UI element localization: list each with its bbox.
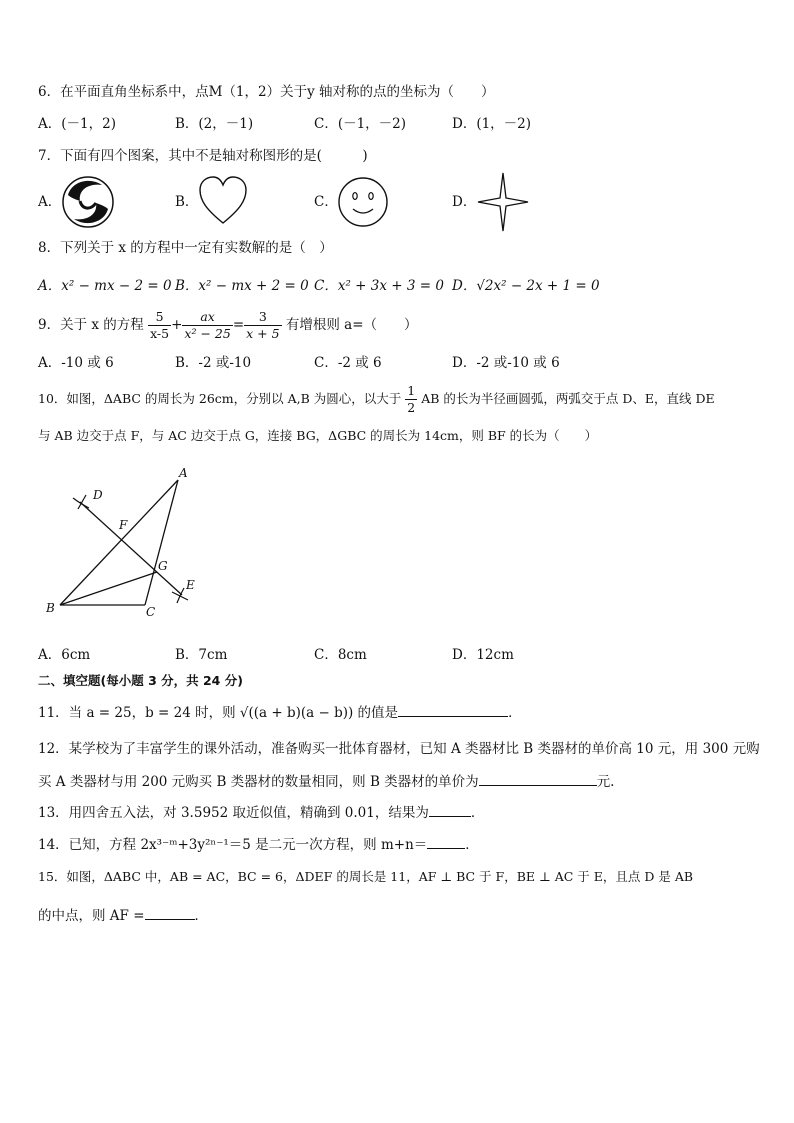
question-8-option-c: C．x² + 3x + 3 = 0 — [314, 278, 444, 294]
question-11-text: 11．当 a = 25，b = 24 时，则 √((a + b)(a − b)) 的值是 — [38, 705, 399, 721]
question-6-option-a: A．(－1，2) — [38, 116, 116, 132]
figure-label-f: F — [119, 518, 128, 532]
question-7-label-c: C． — [314, 194, 338, 210]
fraction-1-denominator: x-5 — [150, 326, 170, 341]
question-11-end: ． — [508, 705, 522, 721]
question-7-label-b: B． — [175, 194, 199, 210]
question-8-option-a: A．x² − mx − 2 = 0 — [38, 278, 172, 294]
question-15-line-2 — [38, 905, 208, 925]
half-numerator: 1 — [407, 383, 416, 398]
fraction-2-numerator: ax — [182, 309, 232, 326]
question-11-answer-blank — [398, 702, 508, 717]
fraction-3-numerator: 3 — [244, 309, 281, 326]
question-9-prefix: 9．关于 x 的方程 — [38, 317, 144, 333]
equals-sign: = — [232, 317, 245, 333]
question-10-option-c: C．8cm — [314, 647, 367, 663]
question-15-end: ． — [194, 908, 209, 924]
figure-label-c: C — [146, 605, 156, 619]
question-9-suffix: 有增根则 a=（ ） — [285, 317, 418, 333]
question-8-stem: 8．下列关于 x 的方程中一定有实数解的是（ ） — [38, 240, 333, 256]
question-14-end: ． — [465, 837, 479, 853]
figure-label-a: A — [179, 466, 188, 480]
question-15-line-1: 15．如图，ΔABC 中，AB = AC，BC = 6，ΔDEF 的周长是 11，AF ⊥ BC 于 F，BE ⊥ AC 于 E，且点 D 是 AB — [38, 869, 694, 884]
question-6-stem: 6．在平面直角坐标系中，点M（1，2）关于y 轴对称的点的坐标为（ ） — [38, 84, 495, 100]
question-7-label-a: A． — [38, 194, 62, 210]
question-9-option-b: B．-2 或-10 — [175, 355, 252, 371]
question-10-option-a: A．6cm — [38, 647, 91, 663]
question-8-option-b: B．x² − mx + 2 = 0 — [175, 278, 309, 294]
question-13-text: 13．用四舍五入法，对 3.5952 取近似值，精确到 0.01，结果为 — [38, 805, 429, 821]
four-point-star-icon — [476, 171, 530, 233]
question-7-stem: 7．下面有四个图案，其中不是轴对称图形的是( ) — [38, 148, 368, 164]
fraction-2-denominator: x² − 25 — [184, 326, 231, 341]
question-10-line-2: 与 AB 边交于点 F，与 AC 边交于点 G，连接 BG，ΔGBC 的周长为 14cm，则 BF 的长为（ ） — [38, 428, 598, 443]
section-2-title: 二、填空题(每小题 3 分，共 24 分) — [38, 673, 243, 688]
question-14-text: 14．已知，方程 2x³⁻ᵐ+3y²ⁿ⁻¹＝5 是二元一次方程，则 m+n＝ — [38, 837, 428, 853]
question-9-fraction-2 — [182, 309, 232, 342]
question-6-option-b: B．(2，－1) — [175, 116, 254, 132]
figure-label-e: E — [186, 578, 195, 592]
question-13 — [38, 802, 484, 822]
question-10-line-1-end: AB 的长为半径画圆弧，两弧交于点 D、E，直线 DE — [421, 391, 715, 406]
question-15-answer-blank — [145, 905, 195, 920]
plus-sign: + — [171, 317, 183, 333]
question-14-answer-blank — [427, 834, 465, 849]
question-7-label-d: D． — [452, 194, 477, 210]
swirl-emblem-icon — [60, 175, 116, 229]
question-13-end: ． — [470, 805, 485, 821]
figure-label-d: D — [93, 488, 103, 502]
question-9-stem — [38, 305, 418, 345]
question-9-option-a: A．-10 或 6 — [38, 355, 114, 371]
question-6-option-c: C．(－1，－2) — [314, 116, 407, 132]
triangle-geometry-figure — [40, 462, 210, 622]
half-denominator: 2 — [407, 400, 416, 415]
figure-label-b: B — [46, 601, 55, 615]
question-9-option-c: C．-2 或 6 — [314, 355, 382, 371]
question-12-answer-blank — [479, 771, 597, 786]
question-12-line-1: 12．某学校为了丰富学生的课外活动，准备购买一批体育器材，已知 A 类器材比 B 类器材的单价高 10 元，用 300 元购 — [38, 741, 760, 757]
heart-icon — [197, 174, 249, 226]
question-6-option-d: D．(1，－2) — [452, 116, 532, 132]
question-12-text: 买 A 类器材与用 200 元购买 B 类器材的数量相同，则 B 类器材的单价为 — [38, 774, 479, 790]
question-12-end: 元. — [596, 774, 615, 790]
question-9-fraction-1 — [148, 309, 171, 342]
question-9-option-d: D．-2 或-10 或 6 — [452, 355, 560, 371]
smiley-face-icon — [336, 175, 390, 229]
question-10-option-b: B．7cm — [175, 647, 228, 663]
question-10-half-fraction — [405, 383, 417, 416]
question-10-option-d: D．12cm — [452, 647, 514, 663]
question-11 — [38, 702, 522, 722]
question-14 — [38, 834, 479, 854]
question-12-line-2 — [38, 771, 614, 791]
question-10-line-1-start: 10．如图，ΔABC 的周长为 26cm，分别以 A,B 为圆心，以大于 — [38, 391, 402, 406]
fraction-1-numerator: 5 — [148, 309, 171, 326]
question-8-option-d: D．√2x² − 2x + 1 = 0 — [452, 278, 600, 294]
question-9-fraction-3 — [244, 309, 281, 342]
question-15-text: 的中点，则 AF = — [38, 908, 145, 924]
question-13-answer-blank — [429, 802, 471, 817]
figure-label-g: G — [158, 559, 168, 573]
fraction-3-denominator: x + 5 — [246, 326, 280, 341]
question-10-line-1 — [38, 380, 715, 418]
